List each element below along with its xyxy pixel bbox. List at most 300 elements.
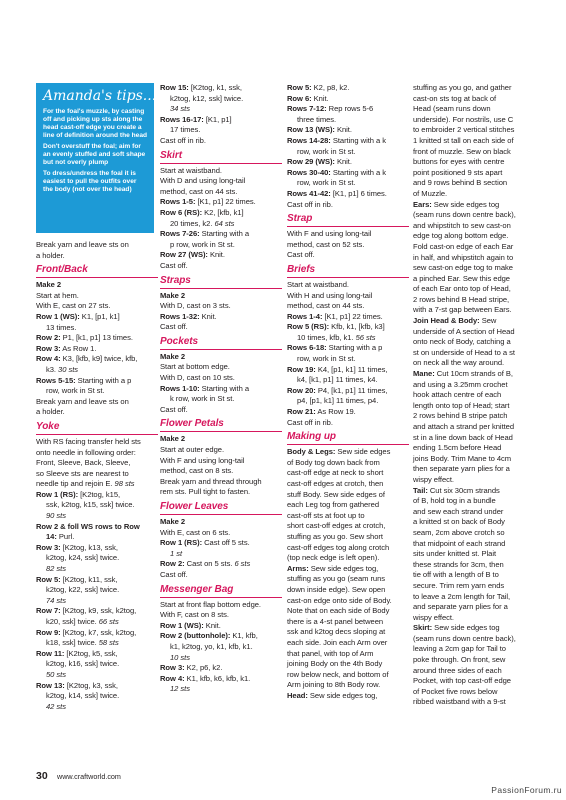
line-text: With H and using long-tail xyxy=(287,290,373,300)
row-label: Row 20: xyxy=(287,385,316,395)
line-text: sew cast-on edge tog to make xyxy=(413,263,513,273)
line-text: needle tip and rejoin E. xyxy=(36,479,115,489)
pattern-line xyxy=(287,447,409,458)
pattern-line xyxy=(287,301,409,312)
pattern-line xyxy=(413,157,537,168)
line-text: length onto top of Head; start xyxy=(413,400,510,410)
pattern-line xyxy=(160,219,282,230)
pattern-line xyxy=(413,507,537,518)
row-label: Mane: xyxy=(413,369,435,379)
pattern-line xyxy=(36,691,158,702)
line-text: each Leg tog from gathered xyxy=(287,500,379,510)
row-label: Rows 5-15: xyxy=(36,375,76,385)
row-label: Row 3: xyxy=(36,343,61,353)
row-label: Tail: xyxy=(413,485,428,495)
pattern-line xyxy=(413,94,537,105)
pattern-line xyxy=(287,418,409,429)
pattern-line xyxy=(36,448,158,459)
line-text: k2tog, k12, ssk] twice. xyxy=(170,93,244,103)
pattern-line xyxy=(160,394,282,405)
stitch-count: 34 sts xyxy=(170,104,190,114)
text-column-3 xyxy=(287,83,409,701)
pattern-line xyxy=(36,469,158,480)
pattern-line xyxy=(36,479,158,490)
line-text: Cast off in rib. xyxy=(287,199,333,209)
pattern-line xyxy=(413,623,537,634)
line-text: With E, cast on 27 sts. xyxy=(36,301,111,311)
line-text: that midpoint of each strand xyxy=(413,538,506,548)
line-text: Cut 10cm strands of B, xyxy=(434,369,513,379)
pattern-line xyxy=(36,575,158,586)
pattern-line xyxy=(287,458,409,469)
line-text: Rep rows 5-6 xyxy=(326,104,374,114)
pattern-line xyxy=(287,312,409,323)
pattern-line xyxy=(413,644,537,655)
line-text: Cast off. xyxy=(160,569,188,579)
line-text: short cast-off edges at crotch, xyxy=(287,521,386,531)
row-label: Row 5: xyxy=(36,574,61,584)
line-text: 2 rows behind B Head stripe, xyxy=(413,294,510,304)
line-text: k3. xyxy=(46,364,59,374)
pattern-line xyxy=(413,592,537,603)
pattern-line xyxy=(413,136,537,147)
line-text: then separate yarn plies for a xyxy=(413,464,510,474)
row-label: Head: xyxy=(287,690,308,700)
pattern-line xyxy=(160,187,282,198)
pattern-line xyxy=(287,200,409,211)
line-text: K1, kfb, k6, kfb, k1. xyxy=(184,673,251,683)
pattern-line xyxy=(160,312,282,323)
section-heading: Flower Petals xyxy=(160,418,282,432)
line-text: [K1, p1] xyxy=(203,114,232,124)
pattern-line xyxy=(160,517,282,528)
line-text: and whipstitch to sew cast-on xyxy=(413,220,511,230)
line-text: Start at waistband. xyxy=(287,279,349,289)
pattern-line xyxy=(287,333,409,344)
pattern-line xyxy=(36,511,158,522)
pattern-line xyxy=(287,670,409,681)
line-text: of B, hold tog in a bundle xyxy=(413,496,496,506)
line-text: Start at front flap bottom edge. xyxy=(160,599,261,609)
line-text: cast-off edges at crotch, then xyxy=(287,479,384,488)
pattern-line xyxy=(160,610,282,621)
stitch-count: 6 sts xyxy=(234,559,251,569)
line-text: and 9 rows behind B section xyxy=(413,178,508,188)
pattern-line xyxy=(36,458,158,469)
row-label: Row 15: xyxy=(160,83,189,92)
line-text: onto needle in following order: xyxy=(36,447,136,457)
pattern-line xyxy=(413,221,537,232)
pattern-line xyxy=(287,94,409,105)
pattern-line xyxy=(413,305,537,316)
line-text: [K2tog, k5, ssk, xyxy=(64,648,118,658)
row-label: Row 1 (RS): xyxy=(160,538,203,548)
line-text: cast-off sts at foot up to xyxy=(287,510,365,520)
line-text: 1 knitted st tall on each side of xyxy=(413,135,514,145)
pattern-line xyxy=(287,500,409,511)
line-text: stuffing as you go, and gather xyxy=(413,83,512,92)
line-text: [K2tog, k1, ssk, xyxy=(188,83,242,92)
line-text: K1, kfb, xyxy=(230,631,258,641)
pattern-line xyxy=(413,634,537,645)
line-text: stuffing as you go (seam runs xyxy=(287,574,386,584)
line-text: st on underside of Head to a st xyxy=(413,347,515,357)
line-text: stuffing as you go. Sew short xyxy=(287,531,383,541)
pattern-line xyxy=(287,490,409,501)
line-text: Sew side edges tog xyxy=(431,199,500,209)
pattern-line xyxy=(160,261,282,272)
line-text: ending 1.5cm before Head xyxy=(413,443,502,453)
row-label: Skirt: xyxy=(413,623,433,633)
pattern-line xyxy=(287,627,409,638)
line-text: Cast off. xyxy=(160,322,188,332)
pattern-line xyxy=(160,176,282,187)
pattern-line xyxy=(287,521,409,532)
line-text: poke through. On front, sew xyxy=(413,655,506,665)
line-text: Purl. xyxy=(56,532,75,542)
pattern-line xyxy=(160,538,282,549)
row-label: Make 2 xyxy=(160,290,186,300)
row-label: Row 1 (WS): xyxy=(36,311,80,321)
line-text: Front, Sleeve, Back, Sleeve, xyxy=(36,458,131,468)
pattern-line xyxy=(413,274,537,285)
line-text: Starting with a k xyxy=(330,167,386,177)
line-text: Starting with a p xyxy=(75,375,132,385)
line-text: these strands for 3cm, then xyxy=(413,559,504,569)
line-text: With F and using long-tail xyxy=(160,455,245,465)
line-text: Break yarn and leave sts on xyxy=(36,396,129,406)
pattern-line xyxy=(160,528,282,539)
pattern-line xyxy=(413,242,537,253)
pattern-line xyxy=(287,659,409,670)
pattern-line xyxy=(36,500,158,511)
line-text: stuff Body. Sew side edges of xyxy=(287,489,385,499)
line-text: Knit. xyxy=(207,250,225,260)
pattern-line xyxy=(287,585,409,596)
pattern-line xyxy=(160,477,282,488)
pattern-line xyxy=(36,596,158,607)
line-text: 10 times, kfb, k1. xyxy=(297,332,356,342)
stitch-count: 90 sts xyxy=(46,511,66,521)
stitch-count: 58 sts xyxy=(98,638,119,648)
line-text: [K1, p1] 22 times. xyxy=(322,311,383,321)
pattern-line xyxy=(413,178,537,189)
pattern-line xyxy=(413,380,537,391)
line-text: row, work in St st. xyxy=(297,178,356,188)
row-label: Rows 16-17: xyxy=(160,114,204,124)
line-text: cast-on edge onto side of Body. xyxy=(287,595,392,605)
pattern-line xyxy=(160,631,282,642)
pattern-line xyxy=(36,638,158,649)
line-text: Cast off in rib. xyxy=(287,417,333,427)
pattern-line xyxy=(160,653,282,664)
pattern-line xyxy=(413,189,537,200)
pattern-line xyxy=(413,327,537,338)
row-label: Row 13 (WS): xyxy=(287,125,335,135)
row-label: Join Head & Body: xyxy=(413,316,480,326)
pattern-line xyxy=(36,606,158,617)
stitch-count: 82 sts xyxy=(46,564,66,574)
line-text: row, work in St st. xyxy=(297,354,356,364)
line-text: K1, [p1, k1] xyxy=(79,311,120,321)
line-text: joins Body. Trim Mane to 4cm xyxy=(413,453,512,463)
line-text: there is a 4-st panel between xyxy=(287,616,384,626)
pattern-line xyxy=(160,663,282,674)
line-text: [K2tog, k11, ssk, xyxy=(60,574,118,584)
line-text: With D and using long-tail xyxy=(160,176,246,186)
row-label: Row 29 (WS): xyxy=(287,157,335,167)
line-text: underside). For nostrils, use C xyxy=(413,114,514,124)
tips-title: Amanda's tips... xyxy=(43,88,157,104)
line-text: Sew side edges tog, xyxy=(308,563,379,573)
pattern-line xyxy=(287,115,409,126)
pattern-line xyxy=(413,475,537,486)
line-text: each side. Join each Arm over xyxy=(287,637,388,647)
pattern-line xyxy=(413,358,537,369)
pattern-line xyxy=(160,229,282,240)
pattern-line xyxy=(160,434,282,445)
row-label: Rows 14-28: xyxy=(287,135,331,145)
line-text: tie off with a length of B to xyxy=(413,570,499,580)
line-text: row below neck, and bottom of xyxy=(287,669,389,679)
line-text: leaving a 2cm gap for Tail to xyxy=(413,644,506,654)
pattern-line xyxy=(160,674,282,685)
stitch-count: 74 sts xyxy=(46,595,66,605)
row-label: Make 2 xyxy=(36,280,62,290)
line-text: that panel, with top of Arm xyxy=(287,648,374,658)
line-text: k2tog, k14, ssk] twice. xyxy=(46,691,120,701)
line-text: underside of A section of Head xyxy=(413,326,515,336)
row-label: Row 4: xyxy=(36,354,61,364)
pattern-line xyxy=(287,343,409,354)
pattern-line xyxy=(413,496,537,507)
row-label: Rows 6-18: xyxy=(287,343,327,353)
stitch-count: 66 sts xyxy=(98,617,119,626)
pattern-line xyxy=(160,83,282,94)
line-text: secure. Trim rem yarn ends xyxy=(413,580,505,590)
pattern-line xyxy=(160,115,282,126)
pattern-line xyxy=(36,407,158,418)
line-text: With E, cast on 6 sts. xyxy=(160,527,231,537)
section-heading: Yoke xyxy=(36,421,158,435)
pattern-line xyxy=(413,168,537,179)
pattern-line xyxy=(160,301,282,312)
pattern-line xyxy=(413,284,537,295)
pattern-line xyxy=(36,344,158,355)
pattern-line xyxy=(36,301,158,312)
line-text: k row, work in St st. xyxy=(170,394,235,404)
line-text: Start at hem. xyxy=(36,290,79,300)
line-text: around three sides of each xyxy=(413,665,502,675)
tips-box xyxy=(36,83,157,233)
pattern-line xyxy=(413,464,537,475)
line-text: ribbed waistband with a 9-st xyxy=(413,697,506,707)
line-text: of Body tog down back from xyxy=(287,457,380,467)
pattern-line xyxy=(287,638,409,649)
line-text: ssk and k2tog decs sloping at xyxy=(287,627,386,637)
line-text: Start at outer edge. xyxy=(160,445,225,455)
pattern-line xyxy=(160,549,282,560)
line-text: Pocket, with top cast-off edge xyxy=(413,676,511,686)
text-column-4 xyxy=(413,83,537,708)
line-text: and separate yarn plies for a xyxy=(413,602,508,612)
pattern-line xyxy=(160,125,282,136)
pattern-line xyxy=(160,600,282,611)
pattern-line xyxy=(160,642,282,653)
line-text: [K1, p1] 22 times. xyxy=(195,197,256,207)
pattern-line xyxy=(413,560,537,571)
pattern-line xyxy=(36,585,158,596)
line-text: 2 rows behind B stripe patch xyxy=(413,411,508,421)
line-text: Head (seam runs down xyxy=(413,104,491,114)
pattern-line xyxy=(413,125,537,136)
pattern-line xyxy=(287,564,409,575)
line-text: row, work in St st. xyxy=(46,386,105,396)
page-number: 30 xyxy=(36,770,48,782)
row-label: Row 5 (RS): xyxy=(287,322,330,332)
stitch-count: 1 st xyxy=(170,548,183,558)
line-text: (seam runs down centre back), xyxy=(413,633,516,643)
row-label: Row 21: xyxy=(287,407,316,417)
pattern-line xyxy=(413,295,537,306)
pattern-line xyxy=(287,291,409,302)
line-text: of Muzzle. xyxy=(413,188,448,198)
pattern-line xyxy=(36,522,158,533)
pattern-line xyxy=(36,354,158,365)
tip-2: Don't overstuff the foal; aim for an evenly stuffed and soft shape but not overly plump xyxy=(43,143,146,166)
pattern-line xyxy=(160,362,282,373)
pattern-line xyxy=(287,407,409,418)
line-text: Starting with a p xyxy=(326,343,383,353)
line-text: p row, work in St st. xyxy=(170,239,235,249)
row-label: Rows 1-32: xyxy=(160,311,200,321)
row-label: Body & Legs: xyxy=(287,447,336,457)
row-label: Rows 41-42: xyxy=(287,188,331,198)
row-label: Rows 7-12: xyxy=(287,104,327,114)
line-text: As Row 19. xyxy=(315,407,356,417)
line-text: rem sts. Pull tight to fasten. xyxy=(160,487,251,497)
pattern-line xyxy=(36,532,158,543)
pattern-line xyxy=(160,197,282,208)
pattern-line xyxy=(36,702,158,713)
pattern-line xyxy=(413,316,537,327)
line-text: so Sleeve sts are nearest to xyxy=(36,468,129,478)
pattern-line xyxy=(413,411,537,422)
line-text: a knitted st on back of Body xyxy=(413,517,505,527)
pattern-line xyxy=(36,251,158,262)
line-text: Break yarn and thread through xyxy=(160,476,262,486)
line-text: Knit. xyxy=(334,125,352,135)
line-text: Starting with a xyxy=(199,383,250,393)
pattern-line xyxy=(287,104,409,115)
row-label: Row 3: xyxy=(36,542,61,552)
pattern-line xyxy=(287,178,409,189)
line-text: With RS facing transfer held sts xyxy=(36,436,141,446)
line-text: three times. xyxy=(297,114,337,124)
section-heading: Straps xyxy=(160,275,282,289)
pattern-line xyxy=(160,445,282,456)
pattern-line xyxy=(287,354,409,365)
line-text: [K1, p1] 6 times. xyxy=(330,188,387,198)
pattern-line xyxy=(287,375,409,386)
line-text: point positioned 9 sts apart xyxy=(413,167,503,177)
footer-url[interactable]: www.craftworld.com xyxy=(57,772,121,781)
line-text: Sew side edges tog xyxy=(432,623,500,633)
pattern-line xyxy=(160,322,282,333)
pattern-line xyxy=(160,166,282,177)
line-text: method, cast on 52 sts. xyxy=(287,239,365,249)
pattern-line xyxy=(160,466,282,477)
line-text: Kfb, k1, [kfb, k3] xyxy=(329,322,385,332)
pattern-line xyxy=(413,83,537,94)
line-text: of Pocket five rows below xyxy=(413,686,498,696)
row-label: Row 6: xyxy=(287,93,312,103)
pattern-line xyxy=(287,574,409,585)
row-label: Make 2 xyxy=(160,434,186,444)
pattern-line xyxy=(287,240,409,251)
row-label: Make 2 xyxy=(160,517,186,526)
line-text: Cast off 5 sts. xyxy=(202,538,250,548)
line-text: a holder. xyxy=(36,407,65,417)
pattern-line xyxy=(160,240,282,251)
line-text: 17 times. xyxy=(170,125,201,135)
pattern-line xyxy=(36,397,158,408)
line-text: joining Body on the 4th Body xyxy=(287,659,383,669)
pattern-line xyxy=(160,352,282,363)
section-heading: Briefs xyxy=(287,264,409,278)
line-text: 20 times, k2. xyxy=(170,218,215,228)
row-label: Row 4: xyxy=(160,673,185,683)
line-text: K2, p6, k2. xyxy=(184,663,223,673)
pattern-line xyxy=(287,250,409,261)
row-label: Rows 1-4: xyxy=(287,311,323,321)
stitch-count: 12 sts xyxy=(170,684,190,694)
row-label: 14: xyxy=(46,532,57,542)
line-text: Cut six 30cm strands xyxy=(427,485,500,495)
pattern-line xyxy=(413,602,537,613)
line-text: k4, [k1, p1] 11 times, k4. xyxy=(297,375,378,385)
line-text: Cast off. xyxy=(160,260,188,270)
row-label: Row 2 (buttonhole): xyxy=(160,631,231,641)
row-label: Row 9: xyxy=(36,627,61,637)
pattern-line xyxy=(287,396,409,407)
row-label: Make 2 xyxy=(160,351,186,361)
text-column-1 xyxy=(36,240,158,712)
row-label: Row 6 (RS): xyxy=(160,207,203,217)
pattern-line xyxy=(287,125,409,136)
line-text: k2tog, k16, ssk] twice. xyxy=(46,659,120,669)
row-label: Row 2: xyxy=(160,559,185,569)
pattern-line xyxy=(36,240,158,251)
pattern-line xyxy=(36,564,158,575)
pattern-line xyxy=(287,596,409,607)
pattern-line xyxy=(36,312,158,323)
line-text: method, cast on 44 sts. xyxy=(287,301,365,311)
line-text: Fold cast-on edge of each Ear xyxy=(413,241,514,251)
pattern-line xyxy=(160,94,282,105)
row-label: Row 5: xyxy=(287,83,312,92)
pattern-line xyxy=(160,291,282,302)
pattern-line xyxy=(413,104,537,115)
line-text: (top neck edge is left open). xyxy=(287,553,380,563)
line-text: k2tog, k22, ssk] twice. xyxy=(46,585,120,595)
pattern-line xyxy=(160,570,282,581)
pattern-line xyxy=(36,617,158,628)
line-text: hook attach centre of each xyxy=(413,390,502,400)
section-heading: Making up xyxy=(287,431,409,445)
pattern-line xyxy=(287,532,409,543)
pattern-line xyxy=(413,528,537,539)
